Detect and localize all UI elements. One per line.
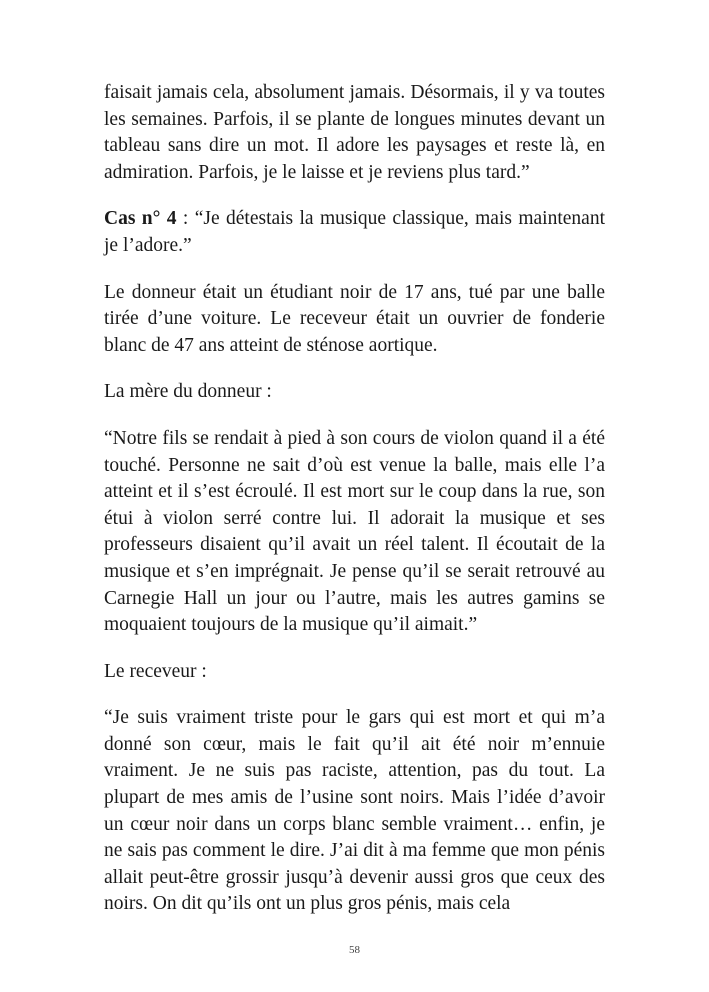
paragraph-3: Le donneur était un étudiant noir de 17 ans, tué par une balle tirée d’une voiture. Le receveur était un ouvrier de fonderie blanc de 47 ans atteint de sténose aortique. [104, 281, 605, 356]
page-body [104, 80, 605, 938]
paragraph-5: “Notre fils se rendait à pied à son cours de violon quand il a été touché. Personne ne sait d’où est venue la balle, mais elle l’a atteint et il s’est écroulé. Il est mort sur le coup dans la rue, son étui à violon serré contre lui. Il adorait la musique et ses professeurs disaient qu’il avait un réel talent. Il écoutait de la musique et s’en imprégnait. Je pense qu’il se serait retrouvé au Carnegie Hall un jour ou l’autre, mais les autres gamins se moquaient toujours de la musique qu’il aimait.” [104, 427, 605, 636]
case-label: Cas n° 4 [104, 208, 177, 230]
page-number: 58 [349, 944, 360, 956]
case-quote: : “Je détestais la musique classique, mais maintenant je l’adore.” [104, 208, 605, 256]
paragraph-1: faisait jamais cela, absolument jamais. Désormais, il y va toutes les semaines. Parfois, il se plante de longues minutes devant un tableau sans dire un mot. Il adore les paysages et reste là, en admiration. Parfois, je le laisse et je reviens plus tard.” [104, 82, 605, 183]
paragraph-6: Le receveur : [104, 660, 207, 682]
paragraph-4: La mère du donneur : [104, 381, 272, 403]
paragraph-7: “Je suis vraiment triste pour le gars qui est mort et qui m’a donné son cœur, mais le fait qu’il ait été noir m’ennuie vraiment. Je ne suis pas raciste, attention, pas du tout. La plupart de mes amis de l’usine sont noirs. Mais l’idée d’avoir un cœur noir dans un corps blanc semble vraiment… enfin, je ne sais pas comment le dire. J’ai dit à ma femme que mon pénis allait peut-être grossir jusqu’à devenir aussi gros que ceux des noirs. On dit qu’ils ont un plus gros pénis, mais cela [104, 707, 605, 915]
paragraph-case-4 [104, 206, 605, 259]
